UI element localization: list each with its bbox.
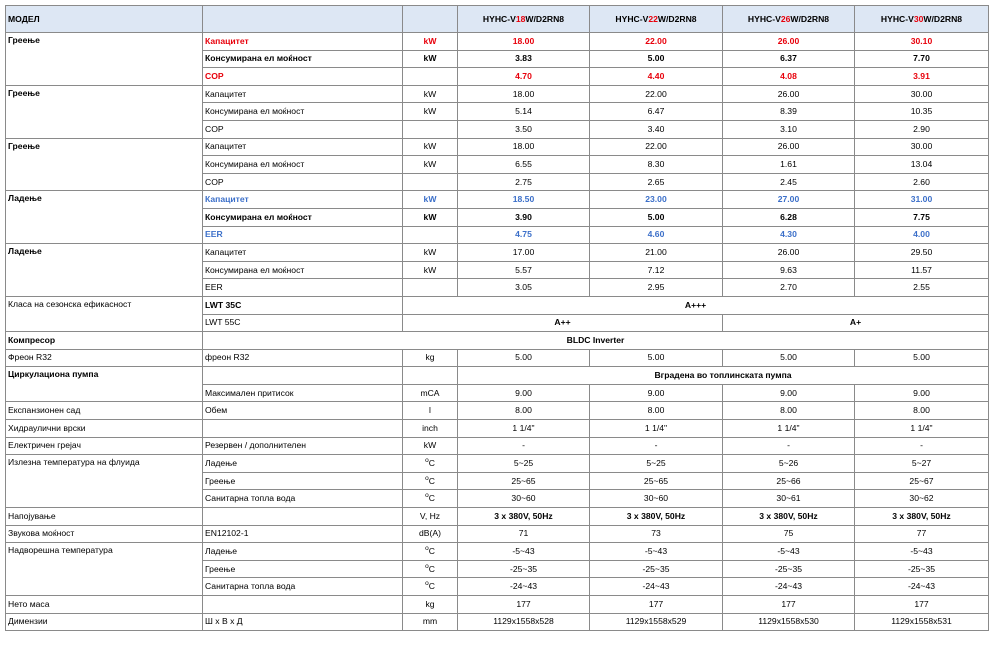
param-label: Греење xyxy=(203,560,403,578)
value-cell: 22.00 xyxy=(590,33,723,51)
value-cell: 7.75 xyxy=(855,208,989,226)
value-cell: 177 xyxy=(723,596,855,614)
value-cell: Вградена во топлинската пумпа xyxy=(458,367,989,385)
table-row xyxy=(6,191,989,209)
param-label: Санитарна топла вода xyxy=(203,490,403,508)
value-cell: 1129x1558x530 xyxy=(723,613,855,631)
value-cell: 4.30 xyxy=(723,226,855,244)
value-cell: 1129x1558x531 xyxy=(855,613,989,631)
value-cell: 30~60 xyxy=(458,490,590,508)
model-name: HYHC-V26W/D2RN8 xyxy=(723,6,855,33)
value-cell: 2.90 xyxy=(855,120,989,138)
value-cell: - xyxy=(855,437,989,455)
table-row xyxy=(6,138,989,156)
param-label: Капацитет xyxy=(203,85,403,103)
section-label: Експанзионен сад xyxy=(6,402,203,420)
table-row xyxy=(6,349,989,367)
value-cell: 23.00 xyxy=(590,191,723,209)
section-label: Ладење xyxy=(6,191,203,244)
section-label: Класа на сезонска ефикасност xyxy=(6,296,203,331)
value-cell: 26.00 xyxy=(723,33,855,51)
value-cell: 75 xyxy=(723,525,855,543)
value-cell: 25~65 xyxy=(458,472,590,490)
value-cell: 2.55 xyxy=(855,279,989,297)
unit-cell: kW xyxy=(403,208,458,226)
unit-cell: kg xyxy=(403,349,458,367)
value-cell: 3 x 380V, 50Hz xyxy=(590,508,723,526)
value-cell: 1 1/4" xyxy=(723,420,855,438)
value-cell: 26.00 xyxy=(723,244,855,262)
value-cell: -25~35 xyxy=(590,560,723,578)
value-cell: 18.50 xyxy=(458,191,590,209)
model-label: МОДЕЛ xyxy=(6,6,203,33)
value-cell: A+++ xyxy=(403,296,989,314)
unit-cell: $^o$C xyxy=(403,560,458,578)
value-cell: 6.47 xyxy=(590,103,723,121)
unit-cell: kW xyxy=(403,103,458,121)
param-label: Резервен / дополнителен xyxy=(203,437,403,455)
value-cell: 8.30 xyxy=(590,156,723,174)
value-cell: -24~43 xyxy=(723,578,855,596)
param-label: Обем xyxy=(203,402,403,420)
value-cell: 3.91 xyxy=(855,68,989,86)
value-cell: 5~26 xyxy=(723,455,855,473)
value-cell: 3.83 xyxy=(458,50,590,68)
value-cell: 2.70 xyxy=(723,279,855,297)
value-cell: 9.00 xyxy=(855,384,989,402)
value-cell: 25~65 xyxy=(590,472,723,490)
table-row xyxy=(6,296,989,314)
table-row xyxy=(6,543,989,561)
value-cell: 3.10 xyxy=(723,120,855,138)
value-cell: 177 xyxy=(855,596,989,614)
value-cell: 18.00 xyxy=(458,85,590,103)
value-cell: 7.12 xyxy=(590,261,723,279)
model-name: HYHC-V22W/D2RN8 xyxy=(590,6,723,33)
unit-cell: l xyxy=(403,402,458,420)
value-cell: 17.00 xyxy=(458,244,590,262)
table-row xyxy=(6,508,989,526)
table-row xyxy=(6,332,989,350)
header-blank xyxy=(403,6,458,33)
value-cell: 8.39 xyxy=(723,103,855,121)
table-row xyxy=(6,402,989,420)
unit-cell: kW xyxy=(403,156,458,174)
value-cell: - xyxy=(458,437,590,455)
unit-cell: $^o$C xyxy=(403,472,458,490)
spec-table xyxy=(5,5,989,631)
param-label: Греење xyxy=(203,472,403,490)
section-label: Циркулациона пумпа xyxy=(6,367,203,402)
param-label: фреон R32 xyxy=(203,349,403,367)
param-label: Ладење xyxy=(203,543,403,561)
value-cell: A++ xyxy=(403,314,723,332)
value-cell: 5.57 xyxy=(458,261,590,279)
value-cell: -5~43 xyxy=(723,543,855,561)
value-cell: 77 xyxy=(855,525,989,543)
value-cell: 1129x1558x528 xyxy=(458,613,590,631)
unit-cell: inch xyxy=(403,420,458,438)
section-label: Напојување xyxy=(6,508,203,526)
param-label xyxy=(203,508,403,526)
unit-cell: kW xyxy=(403,50,458,68)
value-cell: 2.95 xyxy=(590,279,723,297)
section-label: Греење xyxy=(6,138,203,191)
value-cell: 27.00 xyxy=(723,191,855,209)
value-cell: 73 xyxy=(590,525,723,543)
table-row xyxy=(6,420,989,438)
value-cell: 31.00 xyxy=(855,191,989,209)
table-row xyxy=(6,525,989,543)
value-cell: 8.00 xyxy=(590,402,723,420)
unit-cell xyxy=(403,68,458,86)
param-label: LWT 55C xyxy=(203,314,403,332)
table-row xyxy=(6,367,989,385)
value-cell: 5.00 xyxy=(855,349,989,367)
table-row xyxy=(6,455,989,473)
unit-cell: dB(A) xyxy=(403,525,458,543)
value-cell: -25~35 xyxy=(855,560,989,578)
value-cell: 21.00 xyxy=(590,244,723,262)
param-label: COP xyxy=(203,173,403,191)
section-label: Греење xyxy=(6,33,203,86)
table-row xyxy=(6,85,989,103)
param-label: COP xyxy=(203,120,403,138)
value-cell: 4.70 xyxy=(458,68,590,86)
value-cell: 7.70 xyxy=(855,50,989,68)
section-label: Димензии xyxy=(6,613,203,631)
value-cell: -24~43 xyxy=(855,578,989,596)
section-label: Надворешна температура xyxy=(6,543,203,596)
value-cell: -5~43 xyxy=(590,543,723,561)
value-cell: 2.60 xyxy=(855,173,989,191)
value-cell: 4.40 xyxy=(590,68,723,86)
value-cell: BLDC Inverter xyxy=(203,332,989,350)
header-row xyxy=(6,6,989,33)
value-cell: - xyxy=(590,437,723,455)
param-label: Капацитет xyxy=(203,138,403,156)
param-label: Капацитет xyxy=(203,191,403,209)
param-label: Максимален притисок xyxy=(203,384,403,402)
value-cell: 5.00 xyxy=(590,208,723,226)
param-label: Консумирана ел моќност xyxy=(203,103,403,121)
value-cell: 3.05 xyxy=(458,279,590,297)
value-cell: A+ xyxy=(723,314,989,332)
value-cell: 5.00 xyxy=(590,349,723,367)
unit-cell: mm xyxy=(403,613,458,631)
value-cell: 22.00 xyxy=(590,138,723,156)
value-cell: 4.60 xyxy=(590,226,723,244)
param-label: EN12102-1 xyxy=(203,525,403,543)
value-cell: 3.90 xyxy=(458,208,590,226)
value-cell: 11.57 xyxy=(855,261,989,279)
value-cell: 30.10 xyxy=(855,33,989,51)
value-cell: 9.00 xyxy=(723,384,855,402)
param-label: Санитарна топла вода xyxy=(203,578,403,596)
value-cell: 9.63 xyxy=(723,261,855,279)
value-cell: 6.28 xyxy=(723,208,855,226)
section-label: Греење xyxy=(6,85,203,138)
table-row xyxy=(6,437,989,455)
unit-cell: $^o$C xyxy=(403,543,458,561)
value-cell: 177 xyxy=(458,596,590,614)
value-cell: 9.00 xyxy=(590,384,723,402)
value-cell: 5.00 xyxy=(590,50,723,68)
table-row xyxy=(6,244,989,262)
value-cell: 1.61 xyxy=(723,156,855,174)
header-blank xyxy=(203,6,403,33)
unit-cell xyxy=(403,279,458,297)
param-label: Ладење xyxy=(203,455,403,473)
model-name: HYHC-V18W/D2RN8 xyxy=(458,6,590,33)
value-cell: 1 1/4" xyxy=(590,420,723,438)
value-cell: -24~43 xyxy=(458,578,590,596)
value-cell: 8.00 xyxy=(723,402,855,420)
value-cell: 30~61 xyxy=(723,490,855,508)
param-label: EER xyxy=(203,279,403,297)
section-label: Компресор xyxy=(6,332,203,350)
value-cell: 30~62 xyxy=(855,490,989,508)
param-label: Ш x В x Д xyxy=(203,613,403,631)
section-label: Хидраулични врски xyxy=(6,420,203,438)
value-cell: 4.75 xyxy=(458,226,590,244)
section-label: Нето маса xyxy=(6,596,203,614)
unit-cell: V, Hz xyxy=(403,508,458,526)
param-label: Капацитет xyxy=(203,33,403,51)
value-cell: 9.00 xyxy=(458,384,590,402)
param-label: Капацитет xyxy=(203,244,403,262)
unit-cell xyxy=(403,120,458,138)
param-label: Консумирана ел моќност xyxy=(203,50,403,68)
value-cell: -25~35 xyxy=(458,560,590,578)
value-cell: 3 x 380V, 50Hz xyxy=(723,508,855,526)
section-label: Фреон R32 xyxy=(6,349,203,367)
param-label: Консумирана ел моќност xyxy=(203,261,403,279)
unit-cell: kW xyxy=(403,244,458,262)
value-cell: 6.55 xyxy=(458,156,590,174)
value-cell: 1129x1558x529 xyxy=(590,613,723,631)
unit-cell: $^o$C xyxy=(403,455,458,473)
value-cell: 22.00 xyxy=(590,85,723,103)
unit-cell: kW xyxy=(403,437,458,455)
value-cell: 71 xyxy=(458,525,590,543)
value-cell: 2.75 xyxy=(458,173,590,191)
value-cell: 8.00 xyxy=(458,402,590,420)
value-cell: 1 1/4" xyxy=(458,420,590,438)
value-cell: 3.50 xyxy=(458,120,590,138)
value-cell: 3 x 380V, 50Hz xyxy=(458,508,590,526)
value-cell: 177 xyxy=(590,596,723,614)
value-cell: 26.00 xyxy=(723,85,855,103)
section-label: Излезна температура на флуида xyxy=(6,455,203,508)
unit-cell: kW xyxy=(403,191,458,209)
value-cell: 18.00 xyxy=(458,33,590,51)
value-cell: 13.04 xyxy=(855,156,989,174)
value-cell: 5~25 xyxy=(458,455,590,473)
model-name: HYHC-V30W/D2RN8 xyxy=(855,6,989,33)
value-cell: 30~60 xyxy=(590,490,723,508)
value-cell: 2.65 xyxy=(590,173,723,191)
value-cell: 4.08 xyxy=(723,68,855,86)
unit-cell xyxy=(403,173,458,191)
value-cell: 5.00 xyxy=(458,349,590,367)
section-label: Електричен грејач xyxy=(6,437,203,455)
param-label: COP xyxy=(203,68,403,86)
value-cell: 26.00 xyxy=(723,138,855,156)
value-cell: 2.45 xyxy=(723,173,855,191)
value-cell: 5.14 xyxy=(458,103,590,121)
value-cell: 1 1/4" xyxy=(855,420,989,438)
value-cell: 5~25 xyxy=(590,455,723,473)
param-label xyxy=(203,420,403,438)
section-label: Ладење xyxy=(6,244,203,297)
value-cell: 6.37 xyxy=(723,50,855,68)
unit-cell: kW xyxy=(403,138,458,156)
value-cell: 4.00 xyxy=(855,226,989,244)
section-label: Звукова моќност xyxy=(6,525,203,543)
unit-cell: $^o$C xyxy=(403,490,458,508)
value-cell: 3.40 xyxy=(590,120,723,138)
value-cell: 8.00 xyxy=(855,402,989,420)
value-cell: 10.35 xyxy=(855,103,989,121)
value-cell: 29.50 xyxy=(855,244,989,262)
unit-cell: $^o$C xyxy=(403,578,458,596)
value-cell: 5.00 xyxy=(723,349,855,367)
param-label: LWT 35C xyxy=(203,296,403,314)
unit-cell: kg xyxy=(403,596,458,614)
value-cell: 25~67 xyxy=(855,472,989,490)
value-cell: -5~43 xyxy=(855,543,989,561)
param-label: Консумирана ел моќност xyxy=(203,208,403,226)
value-cell: 5~27 xyxy=(855,455,989,473)
table-row xyxy=(6,613,989,631)
value-cell: -25~35 xyxy=(723,560,855,578)
value-cell: 30.00 xyxy=(855,85,989,103)
param-label: EER xyxy=(203,226,403,244)
unit-cell: kW xyxy=(403,33,458,51)
param-label xyxy=(203,367,403,385)
value-cell: -24~43 xyxy=(590,578,723,596)
unit-cell: kW xyxy=(403,85,458,103)
table-row xyxy=(6,33,989,51)
unit-cell xyxy=(403,367,458,385)
param-label: Консумирана ел моќност xyxy=(203,156,403,174)
value-cell: 25~66 xyxy=(723,472,855,490)
unit-cell: kW xyxy=(403,261,458,279)
table-row xyxy=(6,596,989,614)
value-cell: 30.00 xyxy=(855,138,989,156)
param-label xyxy=(203,596,403,614)
value-cell: 18.00 xyxy=(458,138,590,156)
value-cell: 3 x 380V, 50Hz xyxy=(855,508,989,526)
value-cell: - xyxy=(723,437,855,455)
value-cell: -5~43 xyxy=(458,543,590,561)
unit-cell xyxy=(403,226,458,244)
unit-cell: mCA xyxy=(403,384,458,402)
